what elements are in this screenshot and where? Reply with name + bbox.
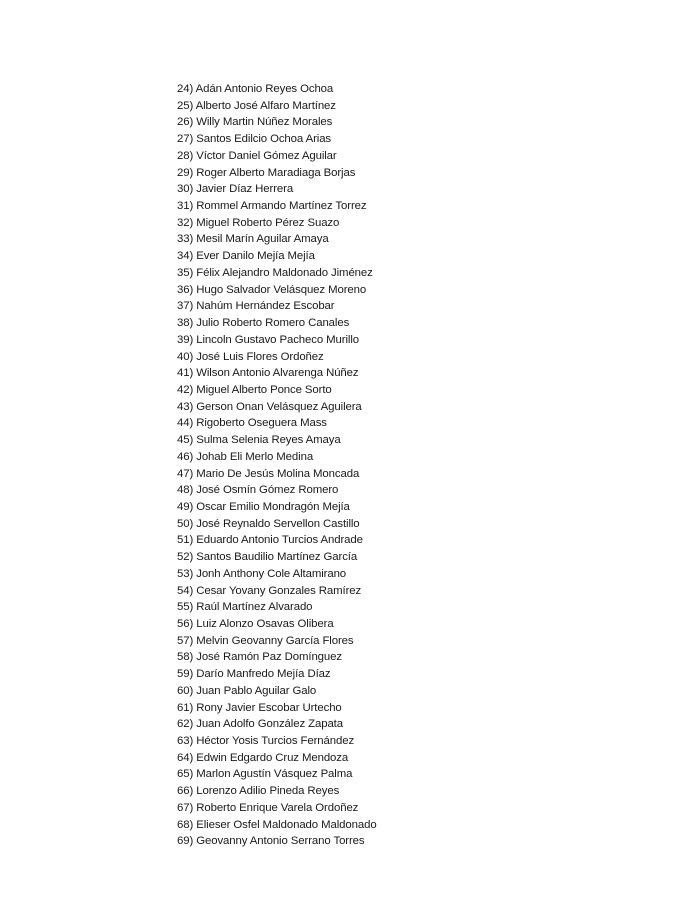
list-item: 51) Eduardo Antonio Turcios Andrade — [177, 534, 363, 547]
list-item: 68) Elieser Osfel Maldonado Maldonado — [177, 818, 377, 831]
list-item: 40) José Luis Flores Ordoñez — [177, 350, 324, 363]
list-item: 30) Javier Díaz Herrera — [177, 183, 294, 196]
numbered-name-list — [177, 81, 377, 850]
list-item: 49) Oscar Emilio Mondragón Mejía — [177, 500, 350, 513]
list-item: 29) Roger Alberto Maradiaga Borjas — [177, 166, 356, 179]
list-item: 61) Rony Javier Escobar Urtecho — [177, 701, 342, 714]
list-item: 52) Santos Baudilio Martínez García — [177, 551, 358, 564]
list-item: 38) Julio Roberto Romero Canales — [177, 317, 350, 330]
list-item: 36) Hugo Salvador Velásquez Moreno — [177, 283, 367, 296]
list-item: 65) Marlon Agustín Vásquez Palma — [177, 768, 353, 781]
list-item: 43) Gerson Onan Velásquez Aguilera — [177, 400, 362, 413]
list-item: 46) Johab Eli Merlo Medina — [177, 450, 314, 463]
list-item: 45) Sulma Selenia Reyes Amaya — [177, 434, 341, 447]
list-item: 55) Raúl Martínez Alvarado — [177, 601, 313, 614]
list-item: 39) Lincoln Gustavo Pacheco Murillo — [177, 333, 360, 346]
list-item: 67) Roberto Enrique Varela Ordoñez — [177, 801, 359, 814]
list-item: 42) Miguel Alberto Ponce Sorto — [177, 383, 332, 396]
list-item: 57) Melvin Geovanny García Flores — [177, 634, 354, 647]
list-item: 47) Mario De Jesús Molina Moncada — [177, 467, 360, 480]
list-item: 44) Rigoberto Oseguera Mass — [177, 417, 327, 430]
list-item: 59) Darío Manfredo Mejía Díaz — [177, 668, 331, 681]
list-item: 69) Geovanny Antonio Serrano Torres — [177, 835, 365, 848]
list-item: 32) Miguel Roberto Pérez Suazo — [177, 216, 340, 229]
list-item: 27) Santos Edilcio Ochoa Arias — [177, 133, 332, 146]
list-item: 50) José Reynaldo Servellon Castillo — [177, 517, 360, 530]
list-item: 56) Luiz Alonzo Osavas Olibera — [177, 618, 334, 630]
list-item: 34) Ever Danilo Mejía Mejía — [177, 250, 315, 263]
list-item: 33) Mesil Marín Aguilar Amaya — [177, 233, 329, 246]
list-item: 25) Alberto José Alfaro Martínez — [177, 99, 336, 112]
list-item: 31) Rommel Armando Martínez Torrez — [177, 200, 367, 213]
list-item: 35) Félix Alejandro Maldonado Jiménez — [177, 266, 373, 279]
list-item: 54) Cesar Yovany Gonzales Ramírez — [177, 584, 362, 597]
list-item: 60) Juan Pablo Aguilar Galo — [177, 684, 317, 697]
list-item: 63) Héctor Yosis Turcios Fernández — [177, 735, 355, 748]
list-item: 28) Víctor Daniel Gómez Aguilar — [177, 149, 337, 162]
list-item: 26) Willy Martin Núñez Morales — [177, 116, 333, 129]
list-item: 24) Adán Antonio Reyes Ochoa — [177, 83, 334, 95]
list-item: 41) Wilson Antonio Alvarenga Núñez — [177, 367, 359, 380]
list-item: 58) José Ramón Paz Domínguez — [177, 651, 342, 664]
list-item: 66) Lorenzo Adilio Pineda Reyes — [177, 785, 340, 798]
list-item: 62) Juan Adolfo González Zapata — [177, 718, 343, 731]
list-item: 53) Jonh Anthony Cole Altamirano — [177, 567, 347, 580]
list-item: 48) José Osmín Gómez Romero — [177, 484, 339, 497]
list-item: 64) Edwin Edgardo Cruz Mendoza — [177, 751, 349, 764]
list-item: 37) Nahúm Hernández Escobar — [177, 300, 335, 313]
